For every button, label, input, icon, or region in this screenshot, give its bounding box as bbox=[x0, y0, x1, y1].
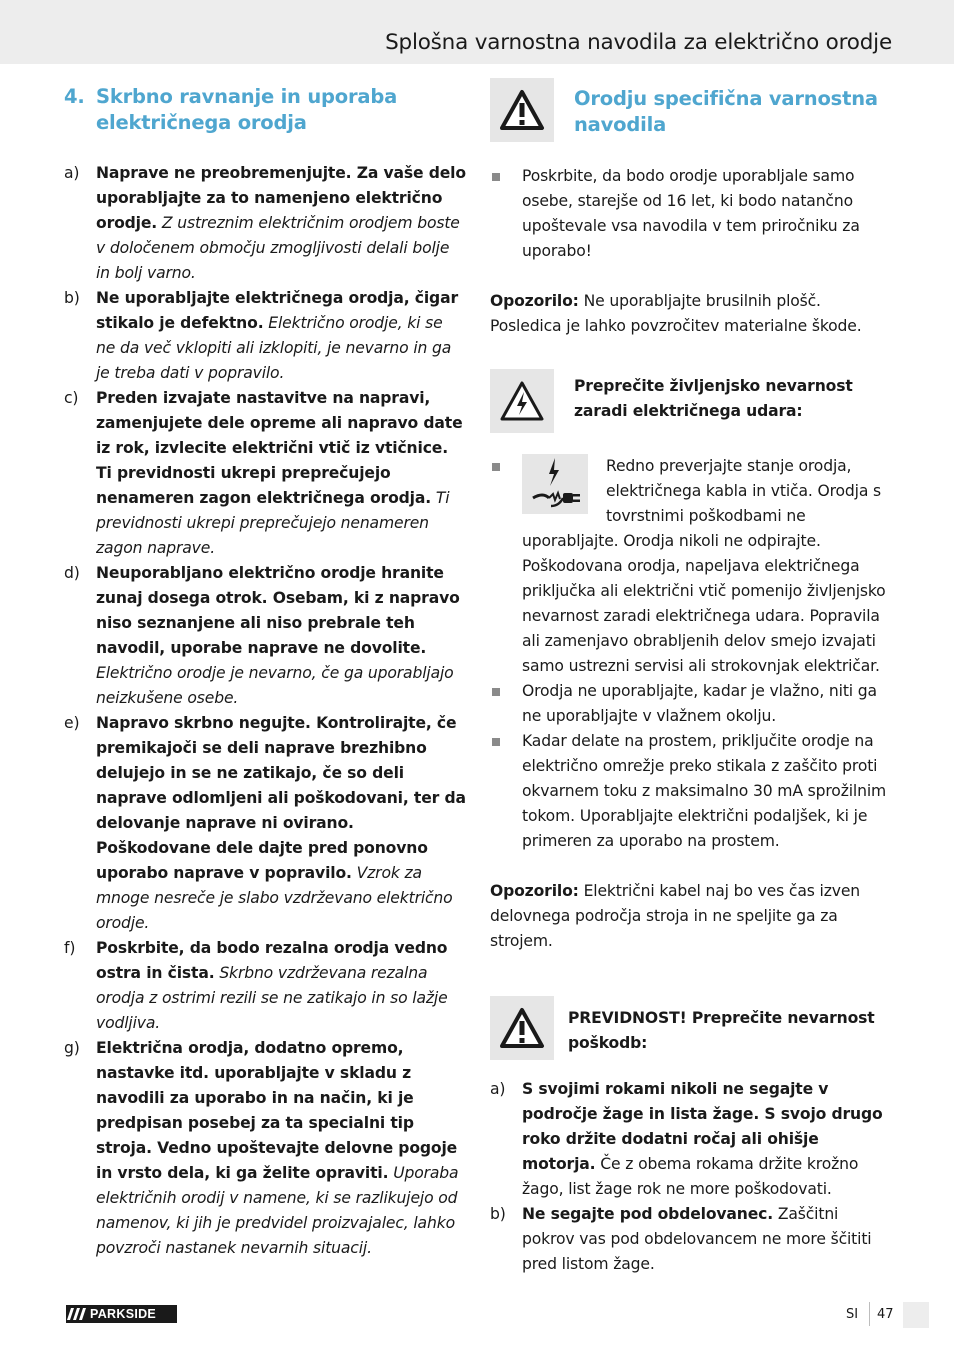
electric-plug-shock-icon bbox=[522, 454, 588, 514]
item-label: e) bbox=[64, 714, 80, 732]
high-voltage-warning-icon bbox=[490, 369, 554, 433]
item-italic: Ti previdnosti ukrepi preprečujejo nenameren zagon naprave. bbox=[96, 489, 450, 557]
item-label: d) bbox=[64, 564, 80, 582]
list-item bbox=[64, 561, 466, 711]
item-italic: Vzrok za mnoge nesreče je slabo vzdrževano električno orodje. bbox=[96, 864, 453, 932]
section-heading bbox=[64, 84, 466, 136]
caution-title: PREVIDNOST! Preprečite nevarnost poškodb: bbox=[568, 1009, 875, 1052]
electric-shock-heading bbox=[490, 369, 894, 433]
bullet-square-icon bbox=[492, 173, 500, 181]
item-bold: Neuporabljano električno orodje hranite zunaj dosega otrok. Osebam, ki z napravo niso seznanjene ali niso prebrale teh navodil, uporabe naprave ne dovolite. bbox=[96, 564, 460, 657]
item-bold: Naprave ne preobremenjujte. Za vaše delo uporabljajte za to namenjeno električno orodje. bbox=[96, 164, 466, 232]
bullet-text: Poskrbite, da bodo orodje uporabljale samo osebe, starejše od 16 let, ki bodo natančno upoštevale vsa navodila v tem priročniku za uporabo! bbox=[522, 167, 860, 260]
warning-text: Ne uporabljajte brusilnih plošč. Posledica je lahko povzročitev materialne škode. bbox=[490, 292, 862, 335]
item-bold: Ne uporabljajte električnega orodja, čigar stikalo je defektno. bbox=[96, 289, 458, 332]
warning-text: Električni kabel naj bo ves čas izven delovnega področja stroja in ne speljite ga za strojem. bbox=[490, 882, 860, 950]
left-column bbox=[64, 84, 466, 1261]
list-item bbox=[64, 936, 466, 1036]
item-italic: Skrbno vzdrževana rezalna orodja z ostrimi rezili se ne zatikajo in so lažje vodljiva. bbox=[96, 964, 448, 1032]
caution-item-list bbox=[490, 1077, 894, 1277]
list-item bbox=[64, 1036, 466, 1261]
item-text: Zaščitni pokrov vas pod obdelovancem ne more ščititi pred listom žage. bbox=[522, 1205, 872, 1273]
item-label: b) bbox=[490, 1205, 506, 1223]
left-item-list bbox=[64, 161, 466, 1261]
warning-label: Opozorilo: bbox=[490, 882, 579, 900]
bullet-square-icon bbox=[492, 463, 500, 471]
item-label: a) bbox=[64, 164, 80, 182]
item-bold: Ne segajte pod obdelovanec. bbox=[522, 1205, 774, 1223]
footer-tab-box bbox=[903, 1302, 929, 1328]
caution-heading bbox=[490, 996, 894, 1060]
item-bold: Napravo skrbno negujte. Kontrolirajte, če premikajoči se deli naprave brezhibno delujejo in se ne zatikajo, če so deli naprave odlomljeni ali poškodovani, ter da delovanje naprave ni ovirano. Poškodovane dele dajte pred ponovno uporabo naprave v popravilo. bbox=[96, 714, 466, 882]
bullet-text: Redno preverjajte stanje orodja, električnega kabla in vtiča. Orodja s tovrstnimi poškodbami ne uporabljajte. Orodja nikoli ne odpirajte. Poškodovana orodja, napeljava električnega priključka ali električni vtič pomenijo življenjsko nevarnost zaradi električnega udara. Popravila ali zamenjavo obrabljenih delov smejo izvajati samo ustrezni servisi ali strokovnjak električar. bbox=[522, 457, 886, 675]
parkside-logo bbox=[66, 1305, 177, 1323]
warning-triangle-icon bbox=[490, 78, 554, 142]
bullet-square-icon bbox=[492, 688, 500, 696]
list-item bbox=[64, 286, 466, 386]
bullet-text: Kadar delate na prostem, priključite orodje na električno omrežje preko stikala z zaščito proti okvarnem toku z maksimalno 30 mA sprožilnim tokom. Uporabljajte električni podaljšek, ki je primeren za uporabo na prostem. bbox=[522, 732, 887, 850]
item-text: Če z obema rokama držite krožno žago, list žage rok ne more poškodovati. bbox=[522, 1155, 859, 1198]
list-item bbox=[64, 386, 466, 561]
language-code: SI bbox=[846, 1307, 859, 1322]
warning-paragraph bbox=[490, 289, 894, 339]
item-bold: S svojimi rokami nikoli ne segajte v področje žage in lista žage. S svojo drugo roko držite dodatni ročaj ali ohišje motorja. bbox=[522, 1080, 883, 1173]
specific-safety-heading bbox=[490, 78, 894, 142]
list-item bbox=[64, 161, 466, 286]
bullet-text: Orodja ne uporabljajte, kadar je vlažno, niti ga ne uporabljajte v vlažnem okolju. bbox=[522, 682, 877, 725]
item-label: g) bbox=[64, 1039, 80, 1057]
warning-label: Opozorilo: bbox=[490, 292, 579, 310]
item-label: b) bbox=[64, 289, 80, 307]
item-italic: Električno orodje, ki se ne da več vklopiti ali izklopiti, je nevarno in ga je treba dati v popravilo. bbox=[96, 314, 452, 382]
electric-bullet-list bbox=[490, 454, 894, 854]
item-italic: Električno orodje je nevarno, če ga uporabljajo neizkušene osebe. bbox=[96, 664, 454, 707]
list-item bbox=[490, 1077, 894, 1202]
item-italic: Z ustreznim električnim orodjem boste v določenem območju zmogljivosti delali bolje in bolj varno. bbox=[96, 214, 460, 282]
item-bold: Električna orodja, dodatno opremo, nastavke itd. uporabljajte v skladu z navodili za uporabo in na način, ki je predpisan posebej za ta specialni tip stroja. Vedno upoštevajte delovne pogoje in vrsto dela, ki ga želite opraviti. bbox=[96, 1039, 458, 1182]
section-title: Skrbno ravnanje in uporaba električnega orodja bbox=[96, 85, 398, 134]
logo-stripes-icon bbox=[66, 1305, 88, 1323]
footer-divider bbox=[869, 1302, 870, 1326]
list-item bbox=[490, 1202, 894, 1277]
list-item bbox=[490, 164, 894, 264]
warning-paragraph bbox=[490, 879, 894, 954]
bullet-square-icon bbox=[492, 738, 500, 746]
electric-shock-title: Preprečite življenjsko nevarnost zaradi električnega udara: bbox=[574, 377, 853, 420]
item-bold: Preden izvajate nastavitve na napravi, zamenjujete dele opreme ali napravo date iz rok, izvlecite električni vtič iz vtičnice. Ti previdnosti ukrepi preprečujejo nenameren zagon električnega orodja. bbox=[96, 389, 463, 507]
caution-triangle-icon bbox=[490, 996, 554, 1060]
item-label: a) bbox=[490, 1080, 506, 1098]
item-label: f) bbox=[64, 939, 76, 957]
page-header-title: Splošna varnostna navodila za električno orodje bbox=[385, 30, 892, 55]
item-italic: Uporaba električnih orodij v namene, ki se razlikujejo od namenov, ki jih je predvidel proizvajalec, lahko povzroči nastanek nevarnih situacij. bbox=[96, 1164, 459, 1257]
list-item bbox=[64, 711, 466, 936]
list-item bbox=[490, 454, 894, 679]
brand-name: PARKSIDE bbox=[90, 1307, 157, 1321]
item-label: c) bbox=[64, 389, 79, 407]
page-number: 47 bbox=[877, 1307, 894, 1322]
right-section-title: Orodju specifična varnostna navodila bbox=[574, 87, 878, 136]
list-item bbox=[490, 729, 894, 854]
list-item bbox=[490, 679, 894, 729]
right-column bbox=[490, 78, 894, 1277]
section-number: 4. bbox=[64, 85, 85, 108]
item-bold: Poskrbite, da bodo rezalna orodja vedno ostra in čista. bbox=[96, 939, 448, 982]
